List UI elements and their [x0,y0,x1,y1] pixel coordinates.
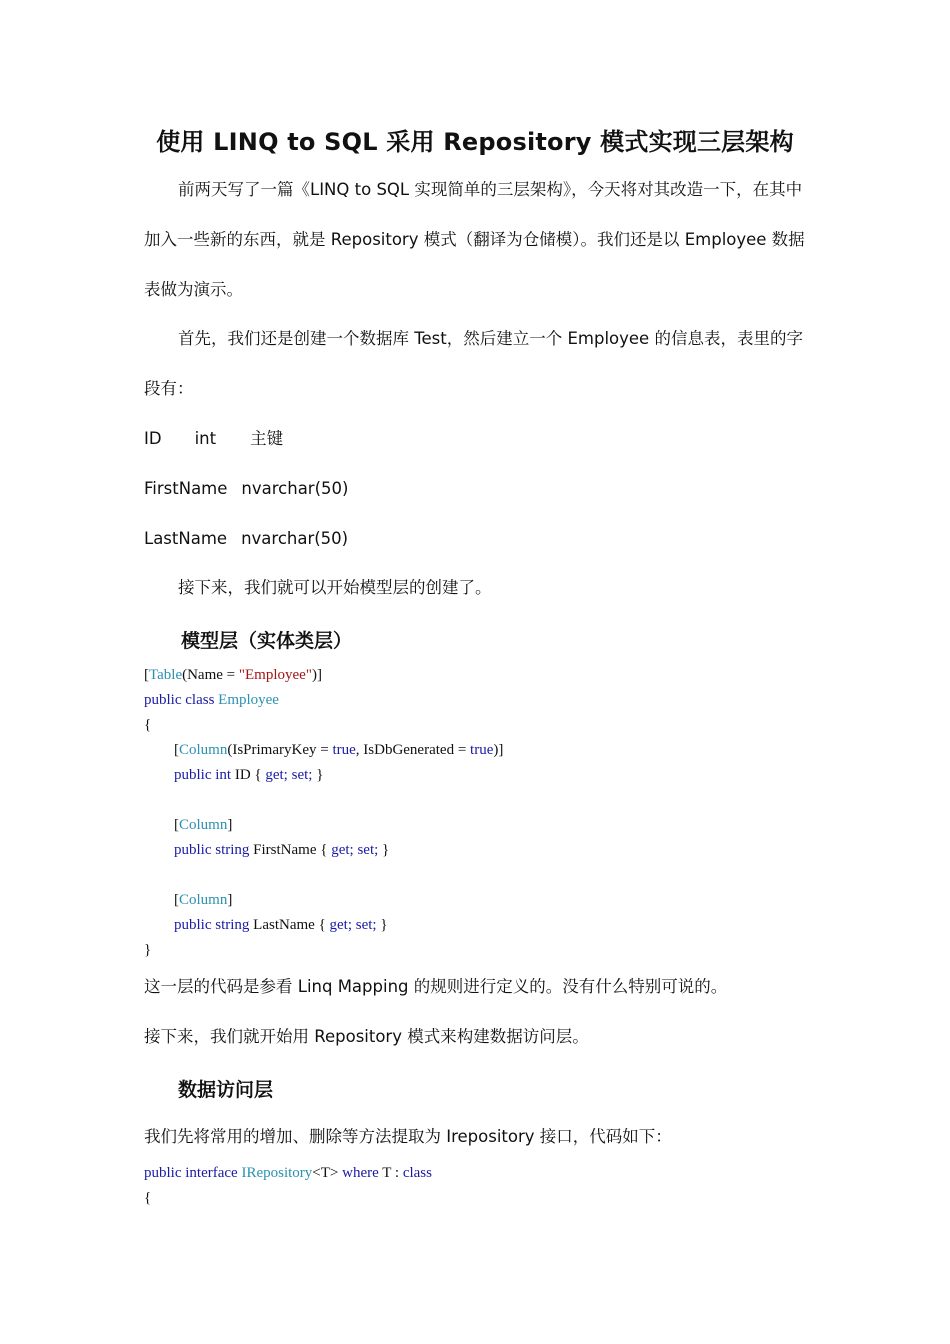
field-type: int [194,429,217,448]
code-line: [Table(Name = "Employee")] [144,667,322,683]
field-row-id [144,428,283,450]
code-line: { [144,1190,152,1206]
code-line: { [144,717,152,733]
code-line: [Column] [174,892,233,908]
intro-paragraph-line: 加入一些新的东西，就是 Repository 模式（翻译为仓储模）。我们还是以 Employee 数据 [144,230,805,249]
code-line: [Column] [174,817,233,833]
transition-text: 接下来，我们就可以开始模型层的创建了。 [178,578,492,597]
field-name: FirstName [144,479,228,498]
model-note: 这一层的代码是参看 Linq Mapping 的规则进行定义的。没有什么特别可说的。 [144,977,728,996]
field-row-lastname [144,528,348,550]
code-line: } [144,942,152,958]
fields-paragraph-line: 段有： [144,379,194,398]
code-line: public string FirstName { get; set; } [174,842,390,858]
code-line: [Column(IsPrimaryKey = true, IsDbGenerated = true)] [174,742,504,758]
code-line: public int ID { get; set; } [174,767,324,783]
field-type: nvarchar(50) [241,529,349,548]
field-type: nvarchar(50) [241,479,349,498]
intro-paragraph-line: 前两天写了一篇《LINQ to SQL 实现简单的三层架构》，今天将对其改造一下，在其中 [178,180,803,199]
section-heading-dal: 数据访问层 [178,1079,274,1101]
code-line: public string LastName { get; set; } [174,917,388,933]
field-note: 主键 [250,429,284,448]
dal-intro: 我们先将常用的增加、删除等方法提取为 Irepository 接口，代码如下： [144,1127,672,1146]
section-heading-model: 模型层（实体类层） [181,630,353,652]
field-row-firstname [144,478,348,500]
field-name: ID [144,429,162,448]
fields-paragraph-line: 首先，我们还是创建一个数据库 Test，然后建立一个 Employee 的信息表，表里的字 [178,329,803,348]
intro-paragraph-line: 表做为演示。 [144,280,243,299]
code-line: public interface IRepository<T> where T : class [144,1165,432,1181]
code-line: public class Employee [144,692,279,708]
field-name: LastName [144,529,228,548]
document-title: 使用 LINQ to SQL 采用 Repository 模式实现三层架构 [156,128,794,156]
transition-text: 接下来，我们就开始用 Repository 模式来构建数据访问层。 [144,1027,589,1046]
